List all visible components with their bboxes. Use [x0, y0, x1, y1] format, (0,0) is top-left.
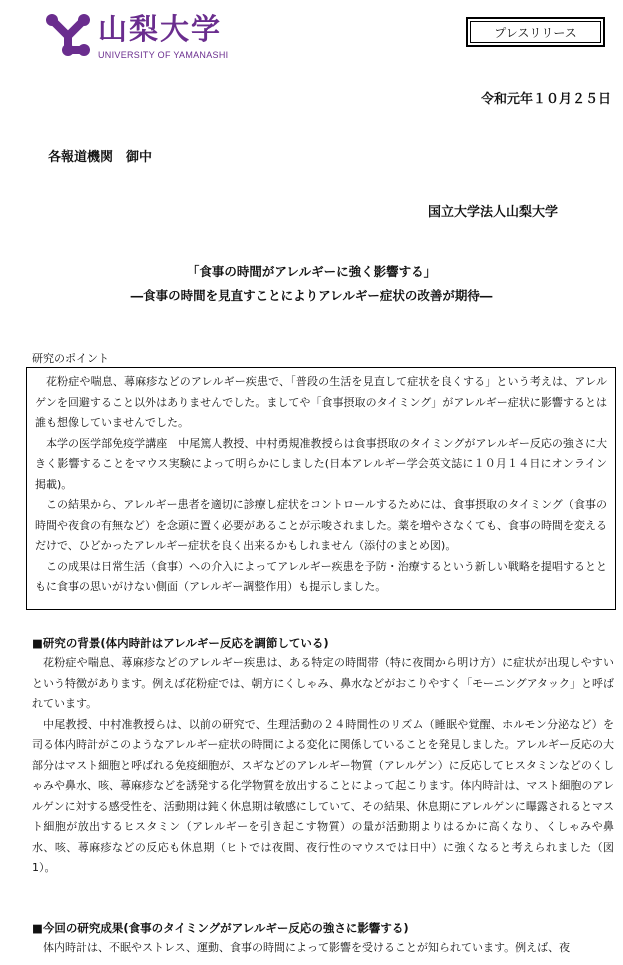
university-logo-icon	[44, 12, 92, 60]
points-heading: 研究のポイント	[32, 352, 109, 365]
points-paragraph: 花粉症や喘息、蕁麻疹などのアレルギー疾患で、「普段の生活を見直して症状を良くする」という考えは、アレルゲンを回避すること以外はありませんでした。ましてや「食事摂取のタイミング」がアレルギー症状に影響するとは誰も想像していませんでした。	[35, 375, 607, 429]
addressee: 各報道機関 御中	[48, 150, 153, 165]
sender: 国立大学法人山梨大学	[428, 205, 559, 220]
release-date: 令和元年１０月２５日	[480, 92, 611, 107]
logo-subtext: UNIVERSITY OF YAMANASHI	[98, 50, 229, 60]
document-subtitle: ―食事の時間を見直すことによりアレルギー症状の改善が期待―	[130, 288, 493, 303]
points-box	[26, 367, 616, 610]
points-paragraph: この結果から、アレルギー患者を適切に診療し症状をコントロールするためには、食事摂取のタイミング（食事の時間や夜食の有無など）を念頭に置く必要があることが示唆されました。薬を増やさなくても、食事の時間を変えるだけで、ひどかったアレルギー症状を良く出来るかもしれません（添付のまとめ図)。	[35, 498, 607, 552]
document-title: 「食事の時間がアレルギーに強く影響する」	[186, 264, 437, 279]
university-logo	[44, 12, 244, 64]
background-paragraph: 花粉症や喘息、蕁麻疹などのアレルギー疾患は、ある特定の時間帯（特に夜間から明け方）に症状が出現しやすいという特徴があります。例えば花粉症では、朝方にくしゃみ、鼻水などがおこりやすく「モーニングアタック」と呼ばれています。	[32, 656, 614, 710]
results-paragraph: 体内時計は、不眠やストレス、運動、食事の時間によって影響を受けることが知られています。例えば、夜	[43, 941, 571, 954]
background-paragraph: 中尾教授、中村准教授らは、以前の研究で、生理活動の２４時間性のリズム（睡眠や覚醒、ホルモン分泌など）を司る体内時計がこのようなアレルギー症状の時間による変化に関係していることを発見しました。アレルギー反応の大部分はマスト細胞と呼ばれる免疫細胞が、スギなどのアレルギー物質（アレルゲン）に反応してヒスタミンなどのくしゃみや鼻水、咳、蕁麻疹などを誘発する化学物質を放出することによって起こります。体内時計は、マスト細胞のアレルゲンに対する感受性を、活動期は鈍く休息期は敏感にしていて、その結果、休息期にアレルゲンに曝露されるとマスト細胞が放出するヒスタミン（アレルギーを引き起こす物質）の量が活動期よりはるかに高くなり、くしゃみや鼻水、咳、蕁麻疹などの反応も休息期（ヒトでは夜間、夜行性のマウスでは日中）に強くなると考えられました（図1）。	[32, 717, 614, 874]
results-section	[32, 918, 614, 959]
press-release-label: プレスリリース	[470, 21, 601, 43]
background-section	[32, 633, 614, 879]
logo-text: 山梨大学	[98, 12, 223, 46]
points-paragraph: 本学の医学部免疫学講座 中尾篤人教授、中村勇規准教授らは食事摂取のタイミングがアレルギー反応の強さに大きく影響することをマウス実験によって明らかにしました(日本アレルギー学会英文誌に１０月１４日にオンライン掲載)。	[35, 436, 607, 491]
background-heading: ■研究の背景(体内時計はアレルギー反応を調節している)	[32, 636, 329, 650]
press-release-badge	[466, 17, 605, 47]
points-paragraph: この成果は日常生活（食事）への介入によってアレルギー疾患を予防・治療するという新しい戦略を提唱するとともに食事の思いがけない側面（アレルギー調整作用）も提示しました。	[35, 559, 607, 593]
results-heading: ■今回の研究成果(食事のタイミングがアレルギー反応の強さに影響する)	[32, 921, 409, 935]
